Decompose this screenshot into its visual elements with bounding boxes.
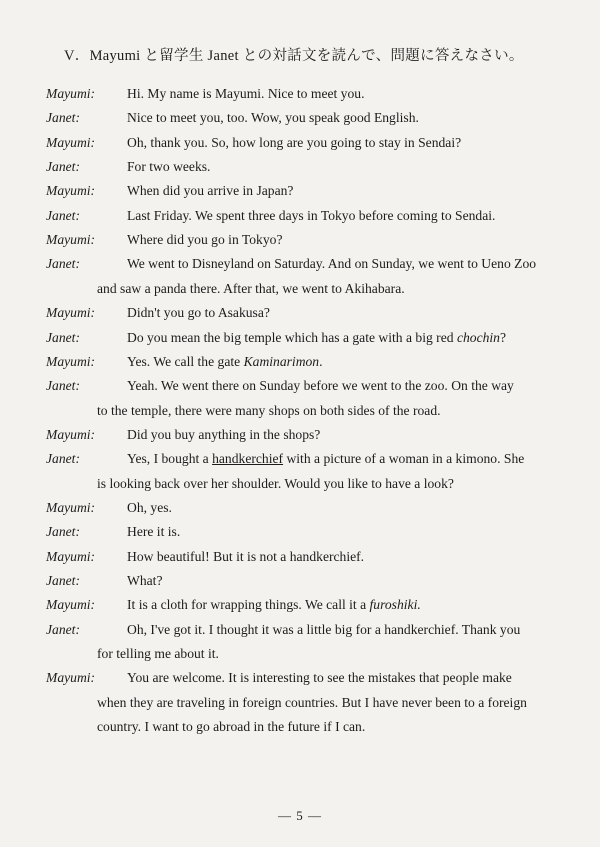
speaker-label: Mayumi:	[46, 353, 96, 369]
text-segment: Here it is.	[127, 524, 181, 540]
speaker-label: Mayumi:	[46, 305, 96, 321]
dialogue-line-continued: to the temple, there were many shops on both sides of the road.	[97, 402, 441, 418]
dialogue-line	[127, 110, 419, 126]
speaker-label: Mayumi:	[46, 232, 96, 248]
speaker-label: Mayumi:	[46, 86, 96, 101]
text-segment: Hi. My name is Mayumi. Nice to meet you.	[127, 86, 365, 101]
speaker-label: Mayumi:	[46, 548, 96, 564]
dialogue-line	[127, 427, 320, 443]
text-segment: You are welcome. It is interesting to see the mistakes that people make	[127, 670, 512, 686]
text-segment: Nice to meet you, too. Wow, you speak good English.	[127, 110, 419, 126]
dialogue-line	[127, 305, 270, 321]
text-segment: Didn't you go to Asakusa?	[127, 305, 270, 321]
dialogue-line	[127, 256, 536, 272]
speaker-label: Mayumi:	[46, 134, 96, 150]
dialogue-line-continued: when they are traveling in foreign countries. But I have never been to a foreign	[97, 694, 527, 710]
speaker-label: Janet:	[46, 621, 80, 637]
dialogue-line	[127, 208, 495, 224]
speaker-label: Janet:	[46, 378, 80, 394]
text-segment: It is a cloth for wrapping things. We call it a	[127, 597, 370, 613]
dialogue-line	[127, 330, 506, 346]
speaker-label: Janet:	[46, 329, 80, 345]
speaker-label: Mayumi:	[46, 670, 96, 686]
text-segment: For two weeks.	[127, 159, 211, 175]
dialogue-line	[127, 500, 172, 516]
text-segment: Kaminarimon	[243, 353, 320, 369]
dialogue-line	[127, 354, 323, 370]
dialogue-line	[127, 524, 180, 540]
text-segment: Last Friday. We spent three days in Tokyo before coming to Sendai.	[127, 207, 496, 223]
text-segment: Yes, I bought a	[127, 451, 213, 467]
text-segment: Oh, I've got it. I thought it was a little big for a handkerchief. Thank you	[127, 621, 521, 637]
text-segment: .	[319, 353, 323, 369]
dialogue-line	[127, 622, 520, 638]
text-segment: Where did you go in Tokyo?	[127, 232, 283, 248]
text-segment: Oh, yes.	[127, 499, 172, 515]
speaker-label: Janet:	[46, 451, 80, 467]
text-segment: ?	[499, 329, 507, 345]
speaker-label: Mayumi:	[46, 426, 96, 442]
dialogue-line	[127, 183, 293, 199]
dialogue-line	[127, 159, 210, 175]
speaker-label: Janet:	[46, 524, 80, 540]
speaker-label: Mayumi:	[46, 183, 96, 199]
text-segment: Did you buy anything in the shops?	[127, 426, 321, 442]
text-segment: furoshiki.	[369, 597, 421, 613]
text-segment: handkerchief	[212, 451, 284, 467]
dialogue-line	[127, 597, 421, 613]
text-segment: What?	[127, 573, 163, 588]
dialogue-line-continued: and saw a panda there. After that, we went to Akihabara.	[97, 280, 405, 296]
text-segment: When did you arrive in Japan?	[127, 183, 294, 199]
text-segment: chochin	[456, 329, 500, 345]
dialogue-line	[127, 135, 461, 151]
page-number: — 5 —	[278, 808, 322, 823]
speaker-label: Janet:	[46, 256, 80, 272]
text-segment: How beautiful! But it is not a handkerchief.	[127, 548, 365, 564]
dialogue-line	[127, 670, 512, 686]
text-segment: Yes. We call the gate	[127, 353, 244, 369]
speaker-label: Mayumi:	[46, 499, 96, 515]
text-segment: Oh, thank you. So, how long are you going to stay in Sendai?	[127, 134, 462, 150]
speaker-label: Mayumi:	[46, 597, 96, 613]
text-segment: We went to Disneyland on Saturday. And on Sunday, we went to Ueno Zoo	[127, 256, 537, 272]
speaker-label: Janet:	[46, 110, 80, 126]
dialogue-line	[127, 378, 514, 394]
speaker-label: Janet:	[46, 159, 80, 175]
speaker-label: Janet:	[46, 207, 80, 223]
dialogue-line	[127, 86, 364, 102]
dialogue-line-continued: country. I want to go abroad in the future if I can.	[97, 719, 366, 735]
dialogue-line	[127, 232, 282, 248]
section-heading: V．Mayumi と留学生 Janet との対話文を読んで、問題に答えなさい。	[64, 48, 524, 64]
text-segment: Do you mean the big temple which has a gate with a big red	[127, 329, 457, 345]
dialogue-line-continued: for telling me about it.	[97, 646, 219, 662]
dialogue-line	[127, 451, 524, 467]
dialogue-line	[127, 549, 364, 565]
speaker-label: Janet:	[46, 573, 80, 588]
text-segment: with a picture of a woman in a kimono. She	[283, 451, 525, 467]
dialogue-line-continued: is looking back over her shoulder. Would you like to have a look?	[97, 475, 454, 491]
text-segment: Yeah. We went there on Sunday before we went to the zoo. On the way	[127, 378, 514, 394]
dialogue-line	[127, 573, 162, 589]
